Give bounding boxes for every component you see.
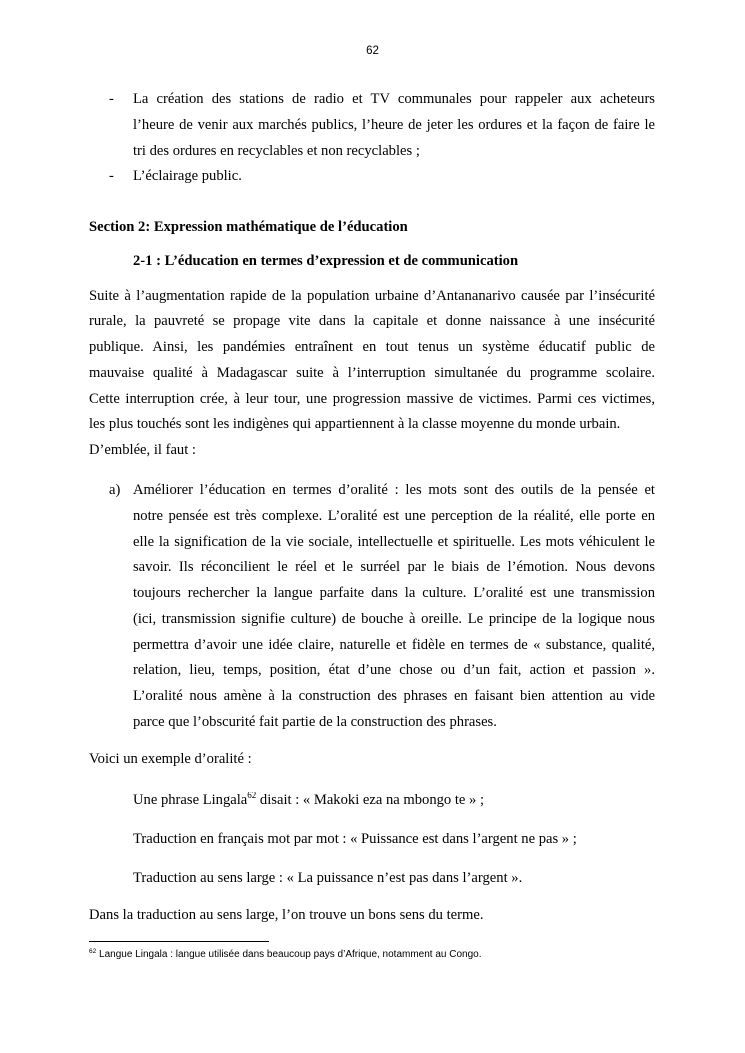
bullet-line: L’éclairage public. (133, 168, 242, 184)
bullet-line: La création des stations de radio et TV communales pour rappeler aux acheteurs (133, 91, 655, 107)
paragraph-line: mauvaise qualité à Madagascar suite à l’interruption simultanée du programme scolaire. (89, 365, 655, 381)
list-line: relation, lieu, temps, position, état d’une chose ou d’un fait, action et passion ». (133, 662, 655, 678)
footnote-reference: 62 (247, 792, 257, 800)
list-line: (ici, transmission signifie culture) de bouche à oreille. Le principe de la logique nous (133, 611, 655, 627)
footnote (89, 948, 482, 960)
footnote-text: Langue Lingala : langue utilisée dans beaucoup pays d’Afrique, notamment au Congo. (96, 949, 482, 960)
list-line: parce que l’obscurité fait partie de la construction des phrases. (133, 714, 497, 730)
example-line-1 (133, 792, 484, 809)
example-intro: Voici un exemple d’oralité : (89, 751, 252, 767)
bullet-marker: - (109, 168, 114, 184)
example-line-2: Traduction en français mot par mot : « Puissance est dans l’argent ne pas » ; (133, 831, 577, 847)
list-marker: a) (109, 482, 121, 498)
list-line: permettra d’avoir une idée claire, naturelle et fidèle en termes de « substance, qualité, (133, 637, 655, 653)
paragraph-line: Suite à l’augmentation rapide de la population urbaine d’Antananarivo causée par l’insécurité (89, 288, 655, 304)
list-line: L’oralité nous amène à la construction des phrases en faisant bien attention au vide (133, 688, 655, 704)
example-line-3: Traduction au sens large : « La puissance n’est pas dans l’argent ». (133, 870, 523, 886)
list-line: savoir. Ils réconcilient le réel et le surréel par le biais de l’émotion. Nous devons (133, 559, 655, 575)
paragraph-line: rurale, la pauvreté se propage vite dans la capitale et donne naissance à une insécurité (89, 313, 655, 329)
example-text: disait : « Makoki eza na mbongo te » ; (256, 792, 485, 808)
example-text: Une phrase Lingala (133, 792, 248, 808)
list-line: Améliorer l’éducation en termes d’oralité : les mots sont des outils de la pensée et (133, 482, 655, 498)
page-number: 62 (366, 45, 379, 57)
closing-line: Dans la traduction au sens large, l’on trouve un bons sens du terme. (89, 907, 484, 923)
bullet-line: tri des ordures en recyclables et non recyclables ; (133, 143, 420, 159)
bullet-marker: - (109, 91, 114, 107)
footnote-divider (89, 941, 269, 942)
list-line: toujours rechercher la langue parfaite dans la culture. L’oralité est une transmission (133, 585, 655, 601)
paragraph-line: Cette interruption crée, à leur tour, une progression massive de victimes. Parmi ces victimes, (89, 391, 655, 407)
list-line: notre pensée est très complexe. L’oralité est une perception de la réalité, elle porte en (133, 508, 655, 524)
bullet-line: l’heure de venir aux marchés publics, l’heure de jeter les ordures et la façon de faire le (133, 117, 655, 133)
paragraph-line: les plus touchés sont les indigènes qui appartiennent à la classe moyenne du monde urbain. (89, 416, 621, 432)
paragraph-line: publique. Ainsi, les pandémies entraînent en tout tenus un système éducatif public de (89, 339, 655, 355)
section-heading: Section 2: Expression mathématique de l’éducation (89, 219, 408, 235)
footnote-number: 62 (89, 948, 97, 955)
subsection-heading: 2-1 : L’éducation en termes d’expression et de communication (133, 253, 519, 269)
intro-line: D’emblée, il faut : (89, 442, 196, 458)
list-line: elle la signification de la vie sociale, intellectuelle et spirituelle. Les mots véhiculent le (133, 534, 655, 550)
